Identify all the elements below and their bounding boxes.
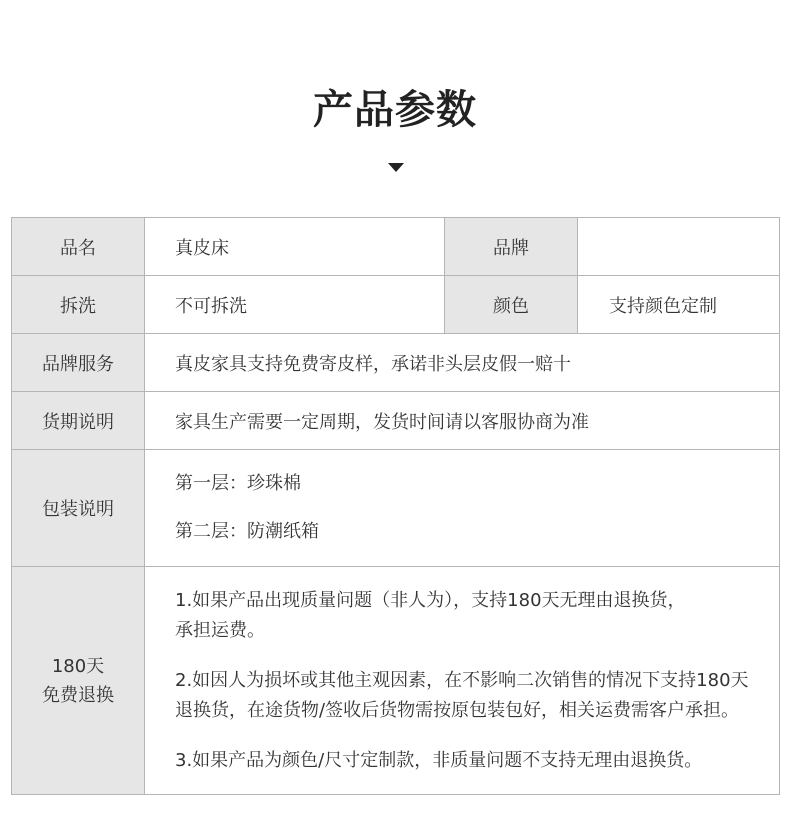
table-row [12, 218, 780, 276]
product-spec-table [11, 217, 780, 795]
label-packaging: 包装说明 [12, 450, 145, 567]
returns-policy-3 [175, 746, 779, 776]
returns-policy-1-line1: 1.如果产品出现质量问题（非人为），支持180天无理由退换货， [175, 589, 686, 611]
table-row [12, 392, 780, 450]
table-row [12, 334, 780, 392]
packaging-layer-1: 第一层：珍珠棉 [175, 473, 301, 494]
label-brand-service: 品牌服务 [12, 334, 145, 392]
table-row [12, 567, 780, 795]
table-row [12, 450, 780, 567]
label-delivery: 货期说明 [12, 392, 145, 450]
value-returns [145, 567, 780, 795]
value-brand [578, 218, 780, 276]
returns-policy-2 [175, 666, 779, 726]
value-brand-service: 真皮家具支持免费寄皮样，承诺非头层皮假一赔十 [145, 334, 780, 392]
returns-label-line1: 180天 [51, 655, 105, 677]
returns-policy-2-line1: 2.如因人为损坏或其他主观因素，在不影响二次销售的情况下支持180天 [175, 669, 749, 691]
packaging-layer-2: 第二层：防潮纸箱 [175, 521, 319, 542]
table-row [12, 276, 780, 334]
label-product-name: 品名 [12, 218, 145, 276]
value-wash: 不可拆洗 [145, 276, 445, 334]
label-color: 颜色 [445, 276, 578, 334]
value-color: 支持颜色定制 [578, 276, 780, 334]
returns-policy-1-line2: 承担运费。 [175, 619, 265, 641]
label-brand: 品牌 [445, 218, 578, 276]
returns-label-line2: 免费退换 [42, 684, 114, 706]
value-product-name: 真皮床 [145, 218, 445, 276]
returns-policy-2-line2: 退换货，在途货物/签收后货物需按原包装包好，相关运费需客户承担。 [175, 699, 740, 721]
returns-policy-1 [175, 586, 779, 646]
chevron-down-icon [388, 163, 404, 172]
page-title: 产品参数 [313, 87, 477, 133]
label-returns [12, 567, 145, 795]
returns-policy-3-line1: 3.如果产品为颜色/尺寸定制款，非质量问题不支持无理由退换货。 [175, 749, 703, 771]
label-wash: 拆洗 [12, 276, 145, 334]
value-delivery: 家具生产需要一定周期，发货时间请以客服协商为准 [145, 392, 780, 450]
value-packaging [145, 450, 780, 567]
